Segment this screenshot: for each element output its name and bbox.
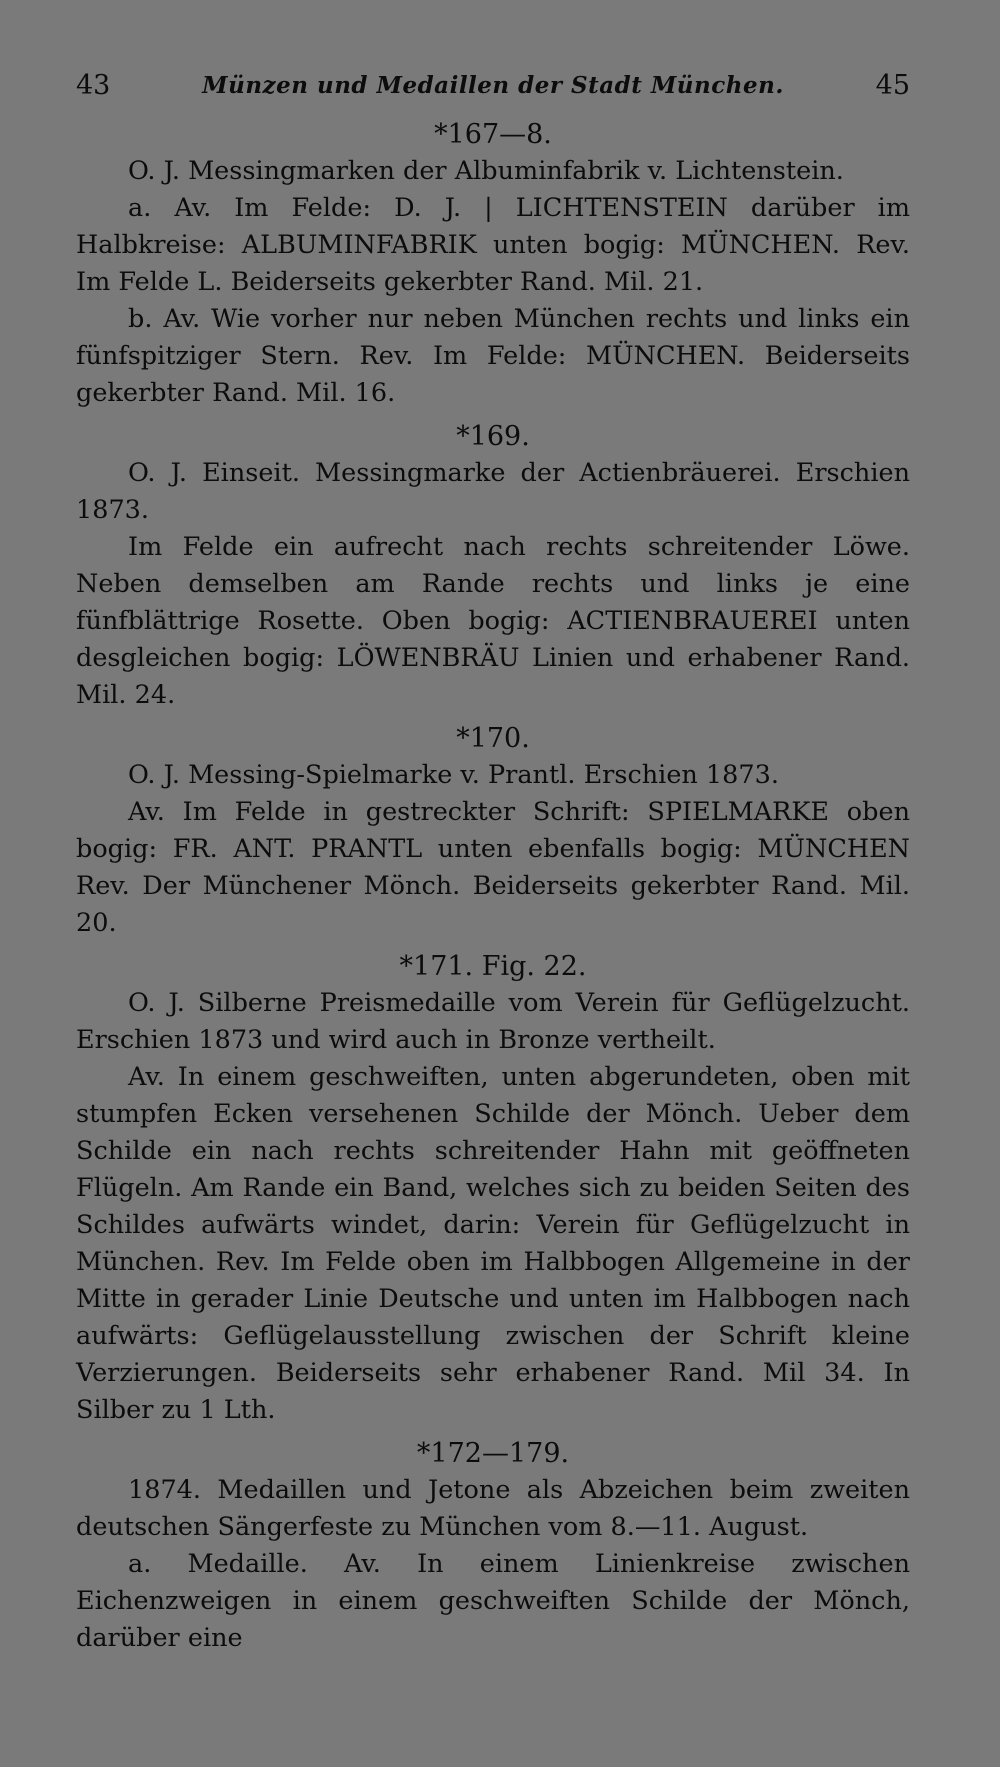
entry-172-179 [76, 1435, 910, 1657]
entry-paragraph: O. J. Messingmarken der Albuminfabrik v. Lichtenstein. [128, 156, 844, 186]
entry-number: *171. Fig. 22. [399, 951, 587, 982]
entry-paragraph: O. J. Einseit. Messingmarke der Actienbräuerei. Erschien 1873. [76, 458, 910, 525]
entry-paragraph: 1874. Medaillen und Jetone als Abzeichen beim zweiten deutschen Sängerfeste zu München vom 8.—11. August. [76, 1475, 910, 1542]
entry-paragraph: a. Medaille. Av. In einem Linienkreise zwischen Eichenzweigen in einem geschweiften Schilde der Mönch, darüber eine [76, 1549, 910, 1653]
entry-paragraph: O. J. Messing-Spielmarke v. Prantl. Erschien 1873. [128, 760, 779, 790]
entry-number: *172—179. [416, 1438, 570, 1469]
entry-170 [76, 720, 910, 942]
page [76, 60, 910, 1657]
entry-171 [76, 948, 910, 1429]
entry-169 [76, 418, 910, 714]
entry-paragraph: b. Av. Wie vorher nur neben München rechts und links ein fünfspitziger Stern. Rev. Im Felde: MÜNCHEN. Beiderseits gekerbter Rand. Mil. 16. [76, 304, 910, 408]
page-header [76, 60, 910, 110]
entry-167 [76, 116, 910, 412]
entry-paragraph: a. Av. Im Felde: D. J. | LICHTENSTEIN darüber im Halbkreise: ALBUMINFABRIK unten bogig: MÜNCHEN. Rev. Im Felde L. Beiderseits gekerbter Rand. Mil. 21. [76, 193, 910, 297]
entry-number: *169. [456, 421, 530, 452]
page-number-right: 45 [875, 70, 910, 101]
entry-number: *167—8. [434, 119, 552, 150]
entry-paragraph: O. J. Silberne Preismedaille vom Verein für Geflügelzucht. Erschien 1873 und wird auch in Bronze vertheilt. [76, 988, 910, 1055]
entry-paragraph: Im Felde ein aufrecht nach rechts schreitender Löwe. Neben demselben am Rande rechts und links je eine fünfblättrige Rosette. Oben bogig: ACTIENBRAUEREI unten desgleichen bogig: LÖWENBRÄU Linien und erhabener Rand. Mil. 24. [76, 532, 910, 710]
running-title: Münzen und Medaillen der Stadt München. [202, 72, 784, 99]
entry-paragraph: Av. Im Felde in gestreckter Schrift: SPIELMARKE oben bogig: FR. ANT. PRANTL unten ebenfalls bogig: MÜNCHEN Rev. Der Münchener Mönch. Beiderseits gekerbter Rand. Mil. 20. [76, 797, 910, 938]
entry-paragraph: Av. In einem geschweiften, unten abgerundeten, oben mit stumpfen Ecken versehenen Schilde der Mönch. Ueber dem Schilde ein nach rechts schreitender Hahn mit geöffneten Flügeln. Am Rande ein Band, welches sich zu beiden Seiten des Schildes aufwärts windet, darin: Verein für Geflügelzucht in München. Rev. Im Felde oben im Halbbogen Allgemeine in der Mitte in gerader Linie Deutsche und unten im Halbbogen nach aufwärts: Geflügelausstellung zwischen der Schrift kleine Verzierungen. Beiderseits sehr erhabener Rand. Mil 34. In Silber zu 1 Lth. [76, 1062, 910, 1425]
entry-number: *170. [456, 723, 530, 754]
page-number-left: 43 [76, 70, 111, 101]
